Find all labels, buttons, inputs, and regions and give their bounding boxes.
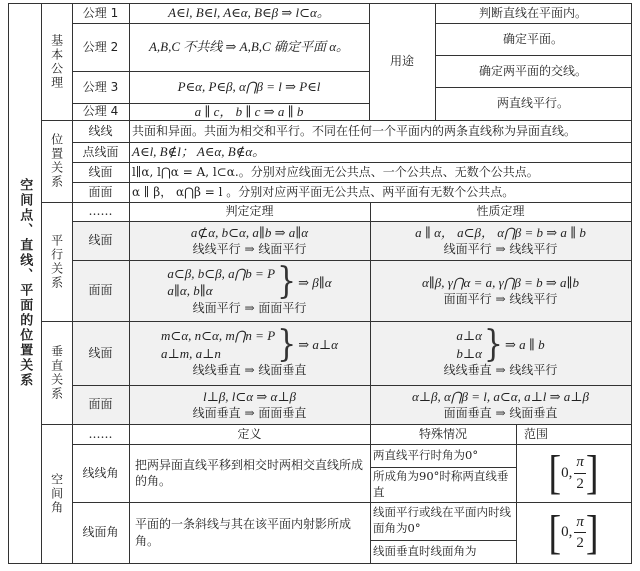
axiom-formula-3: P∈α, P∈β, α⋂β = l ⇒ P∈l: [177, 79, 321, 95]
axioms-label-text: 基本公理: [49, 33, 64, 90]
angle-range-2-interval: [548, 506, 599, 559]
positions-label-text: 位置关系: [49, 133, 64, 189]
position-text-4: α ∥ β， α⋂β = l 。分别对应两平面无公共点、两平面有无数个公共点。: [132, 184, 515, 199]
parallel-judge-2-text: 线面平行 ⇒ 面面平行: [192, 300, 307, 315]
axiom-usage-4: 两直线平行。: [496, 96, 569, 111]
parallel-property-1-formula: a ∥ α， a⊂β， α⋂β = b ⇒ a ∥ b: [415, 224, 586, 240]
grid-line: [435, 23, 631, 24]
axiom-name-3: 公理 3: [82, 79, 119, 94]
position-name-3: 线面: [88, 164, 113, 179]
parallel-header-judge: 判定定理: [225, 204, 274, 219]
angle-definition-1: 把两异面直线平移到相交时两相交直线所成的角。: [135, 457, 364, 488]
angle-special-2a: 线面平行或线在平面内时线面角为0°: [373, 505, 511, 535]
angle-range-1-interval: [548, 446, 599, 500]
parallel-judge-2-result: ⇒ β∥α: [298, 274, 332, 290]
angle-special-2b: 线面垂直时线面角为: [373, 543, 477, 558]
perpendicular-property-2-formula: α⊥β, α⋂β = l, a⊂α, a⊥l ⇒ a⊥β: [411, 388, 590, 404]
axiom-usage-1: 判断直线在平面内。: [478, 5, 587, 20]
angle-range-2: [516, 502, 631, 563]
parallel-name-1: 线面: [72, 221, 129, 260]
parallel-group-label: [41, 202, 72, 321]
angles-header-special: 特殊情况: [418, 426, 467, 441]
position-name-1: 线线: [88, 123, 113, 138]
perpendicular-judge-1: [129, 321, 370, 385]
angle-range-1: [516, 444, 631, 502]
angle-range-2-numerator: π: [574, 512, 586, 533]
axiom-name-2: 公理 2: [82, 39, 119, 54]
angle-range-2-fraction: [574, 512, 586, 554]
parallel-judge-2-line1: a⊂β, b⊂β, a⋂b = P: [167, 265, 276, 281]
grid-line: [435, 87, 631, 88]
left-bracket-icon: [: [548, 446, 562, 500]
grid-line: [41, 202, 632, 203]
perpendicular-judge-1-result: ⇒ a⊥α: [298, 337, 338, 353]
angle-name-1: 线线角: [82, 465, 119, 480]
angle-range-1-left: 0,: [561, 464, 573, 481]
position-text-2: A∈l, B∉l； A∈α, B∉α。: [132, 144, 266, 160]
perpendicular-name-2: 面面: [72, 385, 129, 424]
parallel-property-1: [370, 221, 631, 260]
usage-label: 用途: [389, 54, 414, 69]
parallel-header-property: 性质定理: [476, 204, 525, 219]
grid-line: [72, 23, 369, 24]
angles-group-label: [41, 424, 72, 563]
parallel-judge-1-text: 线线平行 ⇒ 线面平行: [192, 242, 307, 257]
right-bracket-icon: ]: [585, 446, 599, 500]
parallel-judge-2: [129, 260, 370, 321]
parallel-property-2: [370, 260, 631, 321]
angle-range-2-denominator: 2: [576, 535, 584, 551]
axioms-group-label: [41, 3, 72, 120]
perpendicular-judge-1-line2: a⊥m, a⊥n: [161, 345, 221, 361]
grid-line: [8, 3, 9, 564]
axiom-formula-2: A,B,C 不共线 ⇒ A,B,C 确定平面 α。: [148, 39, 350, 55]
grid-line: [8, 563, 632, 564]
perpendicular-property-1-system: [456, 323, 545, 366]
grid-line: [129, 120, 130, 202]
parallel-header-blank: ……: [88, 204, 113, 219]
right-brace-icon: }: [277, 260, 297, 303]
grid-line: [41, 321, 632, 322]
grid-line: [370, 202, 371, 563]
parallel-label-text: 平行关系: [49, 233, 64, 290]
position-text-1: 共面和异面。共面为相交和平行。不同在任何一个平面内的两条直线称为异面直线。: [132, 123, 577, 138]
angle-name-2: 线面角: [82, 525, 119, 540]
position-name-4: 面面: [88, 184, 113, 199]
angle-definition-2: 平面的一条斜线与其在该平面内射影所成角。: [135, 517, 352, 548]
parallel-property-1-text: 线面平行 ⇒ 线线平行: [443, 242, 558, 257]
grid-line: [41, 424, 632, 425]
grid-line: [72, 3, 73, 564]
perpendicular-judge-2-formula: l⊥β, l⊂α ⇒ α⊥β: [202, 388, 297, 404]
perpendicular-group-label: [41, 321, 72, 424]
right-bracket-icon: ]: [585, 506, 599, 559]
grid-line: [8, 3, 632, 4]
parallel-judge-2-system: [167, 260, 332, 303]
grid-line: [72, 162, 631, 163]
grid-line: [370, 467, 516, 468]
grid-line: [72, 444, 631, 445]
angles-header-range: 范围: [524, 426, 549, 441]
perpendicular-property-1-line1: a⊥α: [456, 328, 482, 344]
grid-line: [72, 142, 631, 143]
grid-line: [72, 385, 631, 386]
angles-header-blank: ……: [88, 426, 113, 441]
perpendicular-judge-1-line1: m⊂α, n⊂α, m⋂n = P: [161, 328, 276, 344]
perpendicular-property-2-text: 面面垂直 ⇒ 线面垂直: [443, 406, 558, 421]
positions-group-label: [41, 120, 72, 202]
position-text-3: l∥α, l⋂α = A, l⊂α.。分别对应线面无公共点、一个公共点、无数个公共点。: [132, 164, 539, 179]
grid-line: [41, 120, 632, 121]
grid-line: [72, 502, 631, 503]
angle-special-1b: 所成角为90°时称两直线垂直: [373, 468, 509, 499]
grid-line: [369, 3, 370, 120]
parallel-property-2-text: 面面平行 ⇒ 线线平行: [443, 292, 558, 307]
axiom-name-1: 公理 1: [82, 5, 119, 20]
title-text: 空间点、直线、平面的位置关系: [17, 178, 33, 388]
angles-header-definition: 定义: [237, 426, 262, 441]
right-brace-icon: }: [483, 323, 503, 366]
parallel-judge-1-formula: a⊄α, b⊂α, a∥b ⇒ a∥α: [190, 224, 309, 240]
axiom-formula-4: a ∥ c， b ∥ c ⇒ a ∥ b: [194, 103, 304, 119]
grid-line: [41, 3, 42, 564]
position-name-2: 点线面: [82, 144, 119, 159]
perpendicular-label-text: 垂直关系: [49, 344, 64, 401]
grid-line: [370, 540, 516, 541]
perpendicular-name-1: 线面: [72, 321, 129, 385]
grid-line: [435, 3, 436, 120]
perpendicular-property-1-result: ⇒ a ∥ b: [505, 337, 545, 353]
perpendicular-property-1-line2: b⊥α: [456, 345, 482, 361]
axiom-usage-3: 确定两平面的交线。: [478, 63, 587, 78]
grid-line: [631, 3, 632, 564]
perpendicular-judge-1-text: 线线垂直 ⇒ 线面垂直: [192, 363, 307, 378]
angles-label-text: 空间角: [49, 472, 64, 515]
perpendicular-judge-2-text: 线面垂直 ⇒ 面面垂直: [192, 406, 307, 421]
angle-range-1-denominator: 2: [576, 475, 584, 492]
grid-line: [72, 103, 369, 104]
grid-line: [72, 221, 631, 222]
angle-range-1-fraction: [574, 452, 586, 494]
perpendicular-judge-2: [129, 385, 370, 424]
left-bracket-icon: [: [548, 506, 562, 559]
axiom-usage-2: 确定平面。: [502, 31, 563, 46]
perpendicular-judge-1-system: [161, 323, 338, 366]
table-title: [8, 3, 41, 563]
grid-line: [72, 71, 369, 72]
axiom-name-4: 公理 4: [82, 104, 119, 119]
grid-line: [435, 55, 631, 56]
perpendicular-property-1: [370, 321, 631, 385]
angle-range-1-numerator: π: [574, 452, 586, 473]
perpendicular-property-1-text: 线线垂直 ⇒ 线线平行: [443, 363, 558, 378]
angle-range-2-left: 0,: [561, 524, 573, 541]
axiom-formula-1: A∈l, B∈l, A∈α, B∈β ⇒ l⊂α。: [168, 5, 330, 21]
right-brace-icon: }: [277, 323, 297, 366]
angle-special-1a: 两直线平行时角为0°: [373, 447, 479, 462]
grid-line: [129, 202, 130, 563]
grid-line: [72, 260, 631, 261]
parallel-property-2-formula: α∥β, γ⋂α = a, γ⋂β = b ⇒ a∥b: [421, 274, 580, 290]
parallel-judge-2-line2: a∥α, b∥α: [167, 283, 213, 299]
parallel-judge-1: [129, 221, 370, 260]
parallel-name-2: 面面: [72, 260, 129, 321]
grid-line: [72, 182, 631, 183]
perpendicular-property-2: [370, 385, 631, 424]
